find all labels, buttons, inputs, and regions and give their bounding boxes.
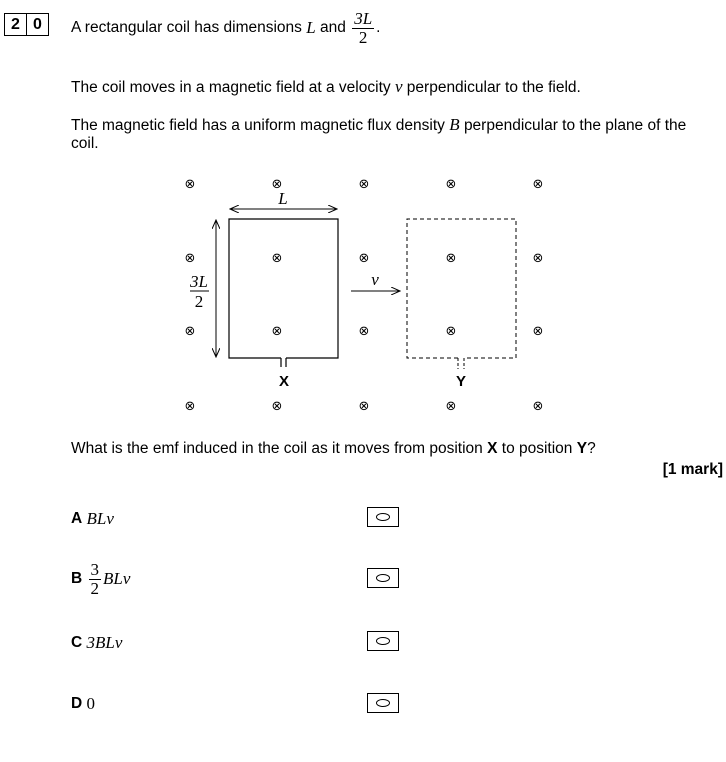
velocity-symbol: v — [394, 77, 403, 96]
option-B-text: BLv — [103, 569, 131, 588]
question-prompt — [71, 440, 596, 458]
intro-and: and — [320, 19, 346, 36]
answer-oval-icon — [376, 699, 390, 707]
velocity-label: v — [371, 270, 379, 289]
option-C — [71, 633, 122, 653]
prompt-to: to position — [501, 440, 573, 457]
field-symbol: ⊗ — [532, 324, 544, 339]
option-D-text: 0 — [86, 694, 96, 713]
field-symbol: ⊗ — [445, 324, 457, 339]
option-D — [71, 694, 95, 714]
intro-text: A rectangular coil has dimensions — [71, 19, 302, 36]
option-A — [71, 509, 114, 529]
field-symbol: ⊗ — [532, 177, 544, 192]
field-text-c: coil. — [71, 135, 99, 152]
option-C-text: 3BLv — [86, 633, 123, 652]
field-text-b: perpendicular to the plane of the — [463, 117, 687, 134]
option-B-letter: B — [71, 570, 83, 587]
answer-oval-icon — [376, 513, 390, 521]
field-symbol: ⊗ — [184, 324, 196, 339]
option-B — [71, 556, 130, 602]
intro-end: . — [376, 19, 381, 36]
position-X-label: X — [278, 373, 290, 390]
intro-frac-num: 3L — [354, 8, 373, 28]
answer-oval-icon — [376, 637, 390, 645]
question-number-digit-1: 2 — [11, 16, 20, 33]
option-B-answer-box[interactable] — [367, 568, 399, 588]
prompt-end: ? — [587, 440, 596, 457]
option-B-frac-den: 2 — [90, 578, 100, 598]
field-symbol: ⊗ — [184, 177, 196, 192]
option-C-answer-box[interactable] — [367, 631, 399, 651]
answer-oval-icon — [376, 574, 390, 582]
field-symbol-B: B — [449, 115, 460, 134]
prompt-X: X — [487, 440, 498, 457]
option-B-fraction — [89, 561, 102, 598]
field-symbol: ⊗ — [271, 324, 283, 339]
field-symbol: ⊗ — [358, 251, 370, 266]
prompt-text-a: What is the emf induced in the coil as it moves from position — [71, 440, 483, 457]
option-A-answer-box[interactable] — [367, 507, 399, 527]
intro-L: L — [306, 18, 316, 37]
marks-label: [1 mark] — [662, 461, 723, 478]
prompt-Y: Y — [576, 440, 588, 457]
question-number-digit-2: 0 — [26, 14, 48, 35]
option-A-letter: A — [71, 510, 83, 527]
field-symbol: ⊗ — [358, 399, 370, 414]
velocity-text-a: The coil moves in a magnetic field at a velocity — [71, 79, 391, 96]
field-symbol: ⊗ — [445, 251, 457, 266]
field-symbol: ⊗ — [184, 251, 196, 266]
coil-at-X — [229, 219, 338, 358]
field-symbol: ⊗ — [445, 177, 457, 192]
field-symbol: ⊗ — [271, 177, 283, 192]
option-A-text: BLv — [86, 509, 114, 528]
position-Y-label: Y — [455, 373, 467, 390]
intro-frac-den: 2 — [358, 27, 368, 47]
field-symbol: ⊗ — [532, 251, 544, 266]
coil-at-Y — [407, 219, 516, 358]
field-symbol: ⊗ — [532, 399, 544, 414]
option-D-letter: D — [71, 695, 83, 712]
height-label-den: 2 — [194, 292, 204, 311]
option-B-frac-num: 3 — [90, 559, 100, 579]
option-D-answer-box[interactable] — [367, 693, 399, 713]
width-label: L — [278, 189, 288, 208]
field-text-a: The magnetic field has a uniform magnetic flux density — [71, 117, 445, 134]
field-symbol: ⊗ — [271, 251, 283, 266]
option-C-letter: C — [71, 634, 83, 651]
height-label-num: 3L — [190, 272, 208, 291]
field-symbol: ⊗ — [184, 399, 196, 414]
field-symbol: ⊗ — [445, 399, 457, 414]
field-symbol: ⊗ — [358, 324, 370, 339]
field-symbol: ⊗ — [271, 399, 283, 414]
velocity-text-b: perpendicular to the field. — [406, 79, 581, 96]
field-symbol: ⊗ — [358, 177, 370, 192]
